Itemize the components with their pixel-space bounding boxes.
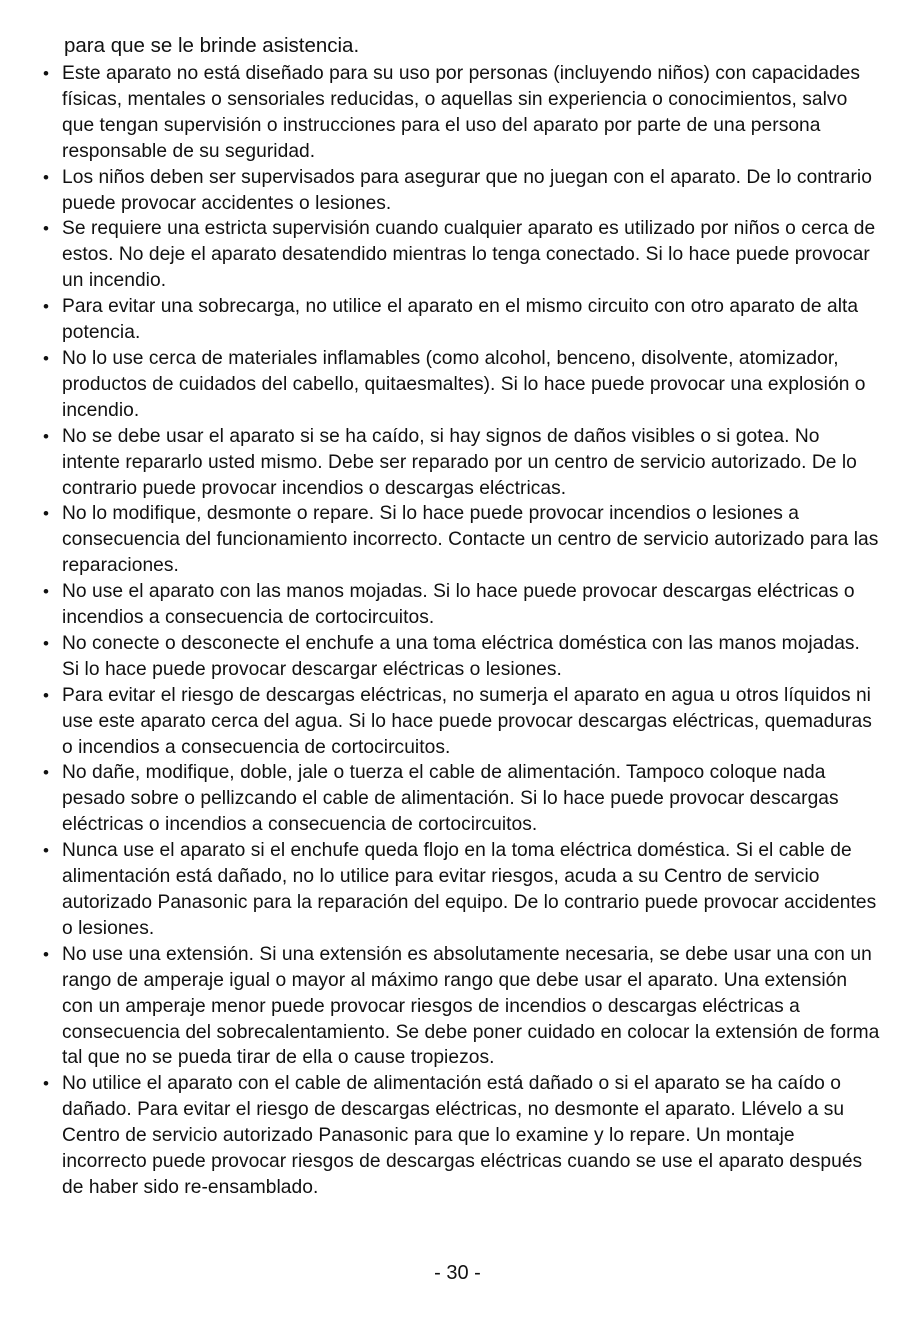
bullet-text: No use el aparato con las manos mojadas. Si lo hace puede provocar descargas eléctricas o incendios a consecuencia de cortocircuitos. — [62, 581, 855, 629]
bullet-dot-icon: • — [42, 582, 49, 602]
bullet-dot-icon: • — [42, 167, 49, 187]
intro-line: para que se le brinde asistencia. — [64, 34, 360, 57]
bullet-text: No use una extensión. Si una extensión es absolutamente necesaria, se debe usar una con un rango de amperaje igual o mayor al máximo rango que debe usar el aparato. Una extensión con un amperaje menor puede provocar riesgos de incendios o descargas eléctricas a consecuencia del sobrecalentamiento. Se debe poner cuidado en colocar la extensión de forma tal que no se pueda tirar de ella o cause tropiezos. — [62, 943, 880, 1069]
bullet-dot-icon: • — [42, 841, 49, 861]
bullet-text: No lo modifique, desmonte o repare. Si lo hace puede provocar incendios o lesiones a consecuencia del funcionamiento incorrecto. Contacte un centro de servicio autorizado para las reparaciones. — [62, 503, 879, 577]
bullet-text: No conecte o desconecte el enchufe a una toma eléctrica doméstica con las manos mojadas. Si lo hace puede provocar descargar eléctricas o lesiones. — [62, 632, 860, 680]
safety-bullet-item — [42, 838, 880, 942]
bullet-dot-icon: • — [42, 219, 49, 239]
bullet-dot-icon: • — [42, 64, 49, 83]
safety-bullet-item — [42, 501, 880, 579]
bullet-dot-icon: • — [42, 1074, 49, 1094]
bullet-dot-icon: • — [42, 297, 49, 317]
bullet-text: No utilice el aparato con el cable de alimentación está dañado o si el aparato se ha caído o dañado. Para evitar el riesgo de descargas eléctricas, no desmonte el aparato. Llévelo a su Centro de servicio autorizado Panasonic para que lo examine y lo repare. Un montaje incorrecto puede provocar riesgos de descargas eléctricas cuando se use el aparato después de haber sido re-ensamblado. — [62, 1073, 863, 1198]
bullet-text: Este aparato no está diseñado para su uso por personas (incluyendo niños) con capacidades físicas, mentales o sensoriales reducidas, o aquellas sin experiencia o conocimientos, salvo que tengan supervisión o instrucciones para el uso del aparato por parte de una persona responsable de su seguridad. — [62, 63, 861, 162]
safety-bullet-item — [42, 61, 880, 165]
bullet-text: Nunca use el aparato si el enchufe queda flojo en la toma eléctrica doméstica. Si el cable de alimentación está dañado, no lo utilice para evitar riesgos, acuda a su Centro de servicio autorizado Panasonic para la reparación del equipo. De lo contrario puede provocar accidentes o lesiones. — [62, 840, 877, 939]
bullet-dot-icon: • — [42, 348, 49, 368]
bullet-dot-icon: • — [42, 944, 49, 964]
safety-bullet-item — [42, 216, 880, 294]
safety-bullet-item — [42, 683, 880, 761]
bullet-dot-icon: • — [42, 763, 49, 783]
bullet-dot-icon: • — [42, 685, 49, 705]
safety-bullet-item — [42, 346, 880, 424]
page-number: - 30 - — [434, 1262, 481, 1284]
safety-bullet-item — [42, 631, 880, 683]
bullet-text: Para evitar una sobrecarga, no utilice el aparato en el mismo circuito con otro aparato de alta potencia. — [62, 296, 859, 344]
safety-bullet-item — [42, 579, 880, 631]
safety-bullet-item — [42, 165, 880, 217]
bullet-dot-icon: • — [42, 426, 49, 446]
bullet-text: No se debe usar el aparato si se ha caído, si hay signos de daños visibles o si gotea. No intente repararlo usted mismo. Debe ser reparado por un centro de servicio autorizado. De lo contrario puede provocar incendios o descargas eléctricas. — [62, 425, 857, 499]
safety-bullet-item — [42, 760, 880, 838]
safety-bullet-item — [42, 424, 880, 502]
safety-bullet-item — [42, 942, 880, 1072]
safety-bullet-item — [42, 1071, 880, 1201]
bullet-dot-icon: • — [42, 504, 49, 524]
safety-bullet-item — [42, 294, 880, 346]
bullet-dot-icon: • — [42, 633, 49, 653]
bullet-text: Los niños deben ser supervisados para asegurar que no juegan con el aparato. De lo contrario puede provocar accidentes o lesiones. — [62, 166, 872, 214]
bullet-text: No dañe, modifique, doble, jale o tuerza el cable de alimentación. Tampoco coloque nada pesado sobre o pellizcando el cable de alimentación. Si lo hace puede provocar descargas eléctricas o incendios a consecuencia de cortocircuitos. — [62, 762, 839, 836]
bullet-text: Para evitar el riesgo de descargas eléctricas, no sumerja el aparato en agua u otros líquidos ni use este aparato cerca del agua. Si lo hace puede provocar descargas eléctricas, quemaduras o incendios a consecuencia de cortocircuitos. — [62, 684, 872, 758]
bullet-text: No lo use cerca de materiales inflamables (como alcohol, benceno, disolvente, atomizador, productos de cuidados del cabello, quitaesmaltes). Si lo hace puede provocar una explosión o incendio. — [62, 347, 866, 421]
safety-bullet-list — [42, 61, 880, 1201]
bullet-text: Se requiere una estricta supervisión cuando cualquier aparato es utilizado por niños o cerca de estos. No deje el aparato desatendido mientras lo tenga conectado. Si lo hace puede provocar un incendio. — [62, 218, 876, 292]
